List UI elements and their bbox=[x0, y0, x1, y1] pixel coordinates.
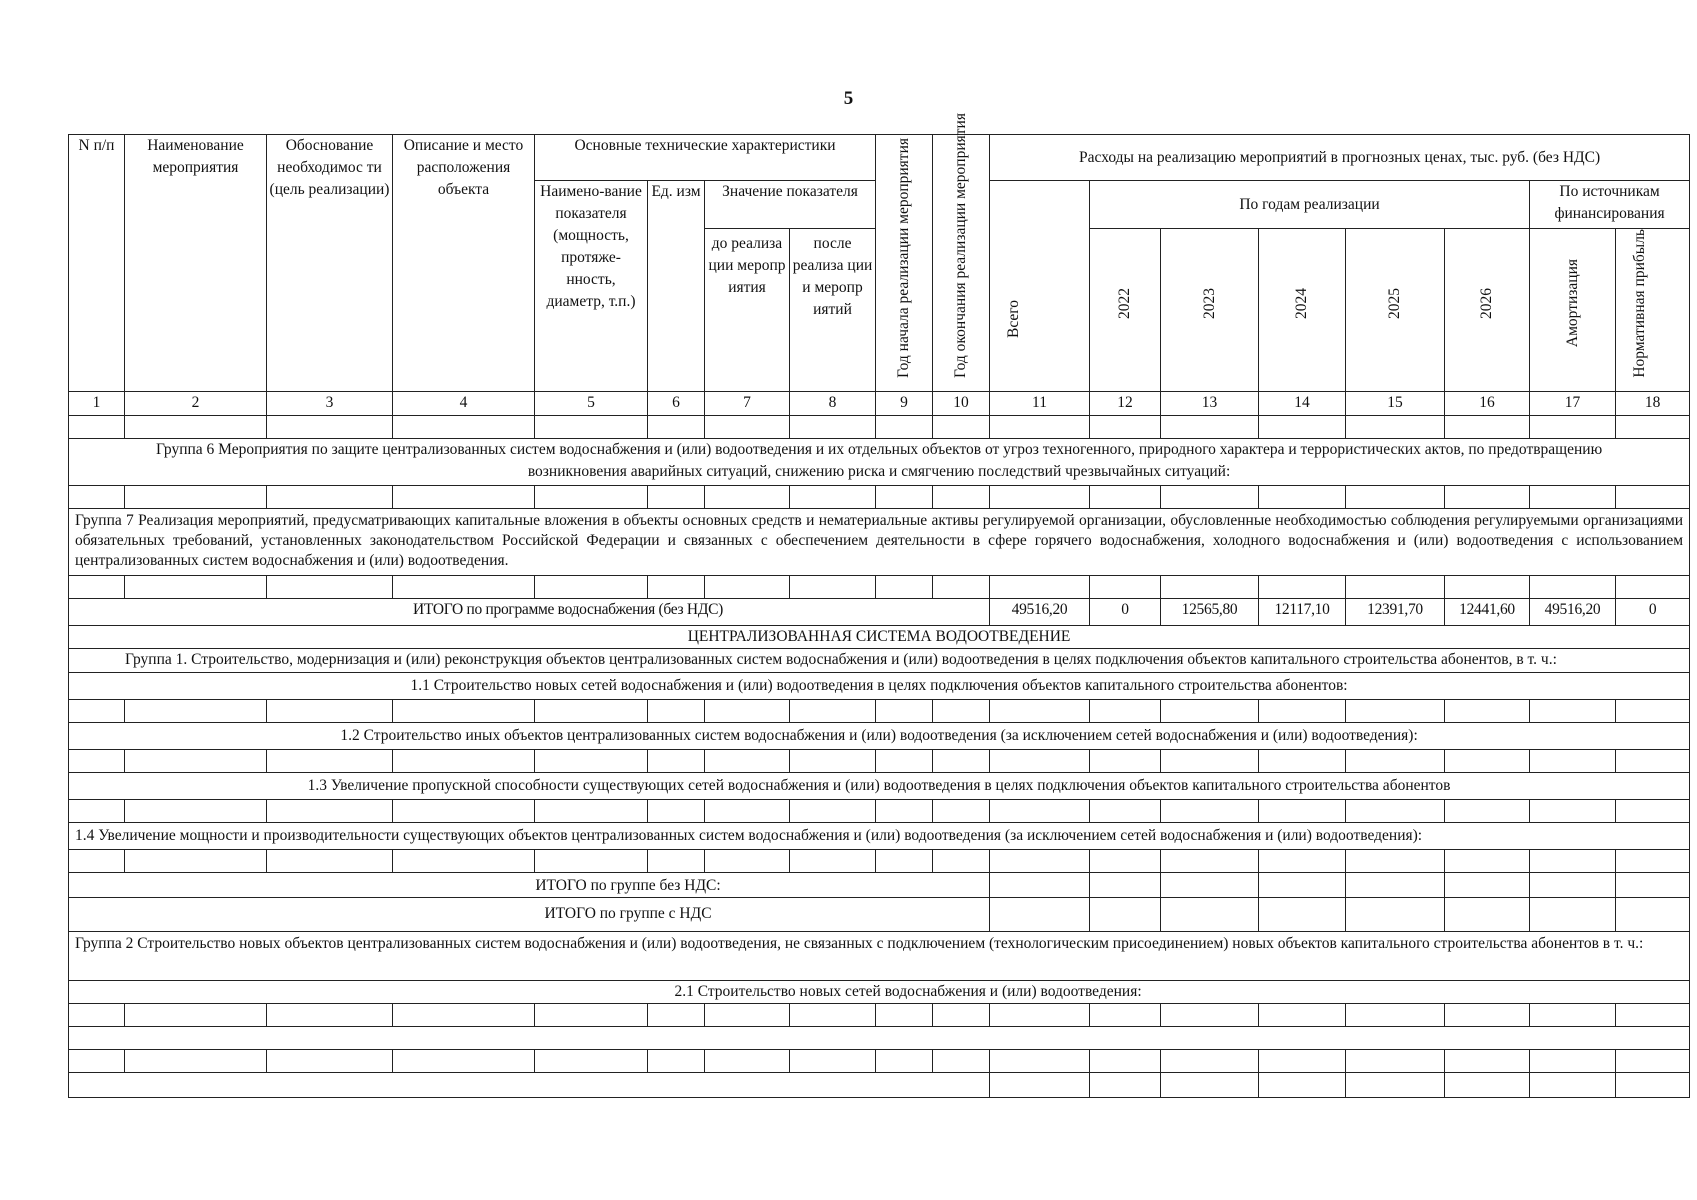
group-2-title: Группа 2 Строительство новых объектов централизованных систем водоснабжения и (или) водоотведения, не связанных с подключением (технологическим присоединением) новых объектов капитального строительства абонентов в т. ч.: bbox=[69, 931, 1690, 980]
header-start-year: Год начала реализации мероприятия bbox=[876, 135, 933, 392]
header-costs: Расходы на реализацию мероприятий в прогнозных ценах, тыс. руб. (без НДС) bbox=[990, 135, 1690, 181]
group-6-title: Группа 6 Мероприятия по защите централизованных систем водоснабжения и (или) водоотведения и их отдельных объектов от угроз техногенного, природного характера и террористических актов, по предотвращению возникновения аварийных ситуаций, снижению риска и смягчению последствий чрезвычайных ситуаций: bbox=[69, 438, 1690, 485]
column-number: 8 bbox=[790, 391, 876, 415]
header-before: до реализа ции меропр иятия bbox=[705, 229, 790, 392]
column-number: 16 bbox=[1445, 391, 1530, 415]
column-number: 3 bbox=[267, 391, 393, 415]
header-indicator: Наимено-вание показателя (мощность, протяже-нность, диаметр, т.п.) bbox=[535, 181, 648, 392]
column-number: 18 bbox=[1616, 391, 1690, 415]
section-title-row bbox=[69, 625, 1690, 648]
group-2-row bbox=[69, 931, 1690, 980]
empty-row bbox=[69, 1049, 1690, 1072]
column-number: 15 bbox=[1346, 391, 1445, 415]
subgroup-1-4-title: 1.4 Увеличение мощности и производительности существующих объектов централизованных систем водоснабжения и (или) водоотведения (за исключением сетей водоснабжения и (или) водоотведения): bbox=[69, 822, 1690, 849]
header-after: после реализа ции и меропр иятий bbox=[790, 229, 876, 392]
group-7-row bbox=[69, 508, 1690, 575]
subgroup-1-2-title: 1.2 Строительство иных объектов централизованных систем водоснабжения и (или) водоотведения (за исключением сетей водоснабжения и (или) водоотведения): bbox=[69, 722, 1690, 749]
header-unit: Ед. изм bbox=[648, 181, 705, 392]
water-supply-total-label: ИТОГО по программе водоснабжения (без НДС) bbox=[69, 598, 990, 625]
water-supply-total-row bbox=[69, 598, 1690, 625]
blank-row bbox=[69, 1026, 1690, 1049]
subgroup-1-3-row bbox=[69, 772, 1690, 799]
header-value: Значение показателя bbox=[705, 181, 876, 229]
total-2023: 12565,80 bbox=[1161, 598, 1259, 625]
group-1-row bbox=[69, 648, 1690, 672]
column-number: 17 bbox=[1530, 391, 1616, 415]
subgroup-1-4-row bbox=[69, 822, 1690, 849]
header-reason: Обоснование необходимос ти (цель реализации) bbox=[267, 135, 393, 392]
header-by-years: По годам реализации bbox=[1090, 181, 1530, 229]
column-number: 9 bbox=[876, 391, 933, 415]
blank-row bbox=[69, 1072, 1690, 1097]
empty-row bbox=[69, 575, 1690, 598]
total-2024: 12117,10 bbox=[1259, 598, 1346, 625]
column-number: 2 bbox=[125, 391, 267, 415]
empty-row bbox=[69, 485, 1690, 508]
header-year-2024: 2024 bbox=[1259, 229, 1346, 392]
column-number: 1 bbox=[69, 391, 125, 415]
header-year-2022: 2022 bbox=[1090, 229, 1161, 392]
column-number: 14 bbox=[1259, 391, 1346, 415]
column-numbers-row bbox=[69, 391, 1690, 415]
empty-row bbox=[69, 1003, 1690, 1026]
column-number: 6 bbox=[648, 391, 705, 415]
subgroup-1-1-row bbox=[69, 672, 1690, 699]
header-end-year: Год окончания реализации мероприятия bbox=[933, 135, 990, 392]
header-n: N п/п bbox=[69, 135, 125, 392]
header-year-2026: 2026 bbox=[1445, 229, 1530, 392]
investment-program-table bbox=[68, 112, 1690, 1098]
subgroup-1-2-row bbox=[69, 722, 1690, 749]
column-number: 4 bbox=[393, 391, 535, 415]
total-2025: 12391,70 bbox=[1346, 598, 1445, 625]
column-number: 11 bbox=[990, 391, 1090, 415]
column-number: 7 bbox=[705, 391, 790, 415]
total-2026: 12441,60 bbox=[1445, 598, 1530, 625]
subgroup-2-1-title: 2.1 Строительство новых сетей водоснабжения и (или) водоотведения: bbox=[69, 980, 1690, 1003]
empty-row bbox=[69, 849, 1690, 872]
subgroup-1-1-title: 1.1 Строительство новых сетей водоснабжения и (или) водоотведения в целях подключения объектов капитального строительства абонентов: bbox=[69, 672, 1690, 699]
subgroup-1-3-title: 1.3 Увеличение пропускной способности существующих сетей водоснабжения и (или) водоотведения в целях подключения объектов капитального строительства абонентов bbox=[69, 772, 1690, 799]
column-number: 10 bbox=[933, 391, 990, 415]
empty-row bbox=[69, 799, 1690, 822]
column-number: 13 bbox=[1161, 391, 1259, 415]
empty-row bbox=[69, 749, 1690, 772]
column-number: 12 bbox=[1090, 391, 1161, 415]
header-tech-characteristics: Основные технические характеристики bbox=[535, 135, 876, 181]
header-total: Всего bbox=[990, 181, 1090, 392]
group-6-row bbox=[69, 438, 1690, 485]
page-number: 5 bbox=[843, 88, 854, 109]
group-total-vat-label: ИТОГО по группе с НДС bbox=[69, 897, 990, 931]
total-amortization: 49516,20 bbox=[1530, 598, 1616, 625]
total-all: 49516,20 bbox=[990, 598, 1090, 625]
group-total-no-vat-row bbox=[69, 872, 1690, 897]
header-name: Наименование мероприятия bbox=[125, 135, 267, 392]
empty-row bbox=[69, 415, 1690, 438]
empty-row bbox=[69, 699, 1690, 722]
total-normative-profit: 0 bbox=[1616, 598, 1690, 625]
subgroup-2-1-row bbox=[69, 980, 1690, 1003]
column-number: 5 bbox=[535, 391, 648, 415]
header-amortization: Амортизация bbox=[1530, 229, 1616, 392]
group-7-title: Группа 7 Реализация мероприятий, предусматривающих капитальные вложения в объекты основных средств и нематериальные активы регулируемой организации, обусловленные необходимостью соблюдения регулируемыми организациями обязательных требований, установленных законодательством Российской Федерации и связанных с обеспечением деятельности в сфере горячего водоснабжения, холодного водоснабжения и (или) водоотведения с использованием централизованных систем водоснабжения и (или) водоотведения. bbox=[69, 508, 1690, 575]
group-1-title: Группа 1. Строительство, модернизация и (или) реконструкция объектов централизованных систем водоснабжения и (или) водоотведения в целях подключения объектов капитального строительства абонентов, в т. ч.: bbox=[69, 648, 1690, 672]
section-title: ЦЕНТРАЛИЗОВАННАЯ СИСТЕМА ВОДООТВЕДЕНИЕ bbox=[69, 625, 1690, 648]
total-2022: 0 bbox=[1090, 598, 1161, 625]
group-total-no-vat-label: ИТОГО по группе без НДС: bbox=[69, 872, 990, 897]
group-total-vat-row bbox=[69, 897, 1690, 931]
header-year-2025: 2025 bbox=[1346, 229, 1445, 392]
header-year-2023: 2023 bbox=[1161, 229, 1259, 392]
header-by-sources: По источникам финансирования bbox=[1530, 181, 1690, 229]
header-description: Описание и место расположения объекта bbox=[393, 135, 535, 392]
header-normative-profit: Нормативная прибыль bbox=[1616, 229, 1690, 392]
